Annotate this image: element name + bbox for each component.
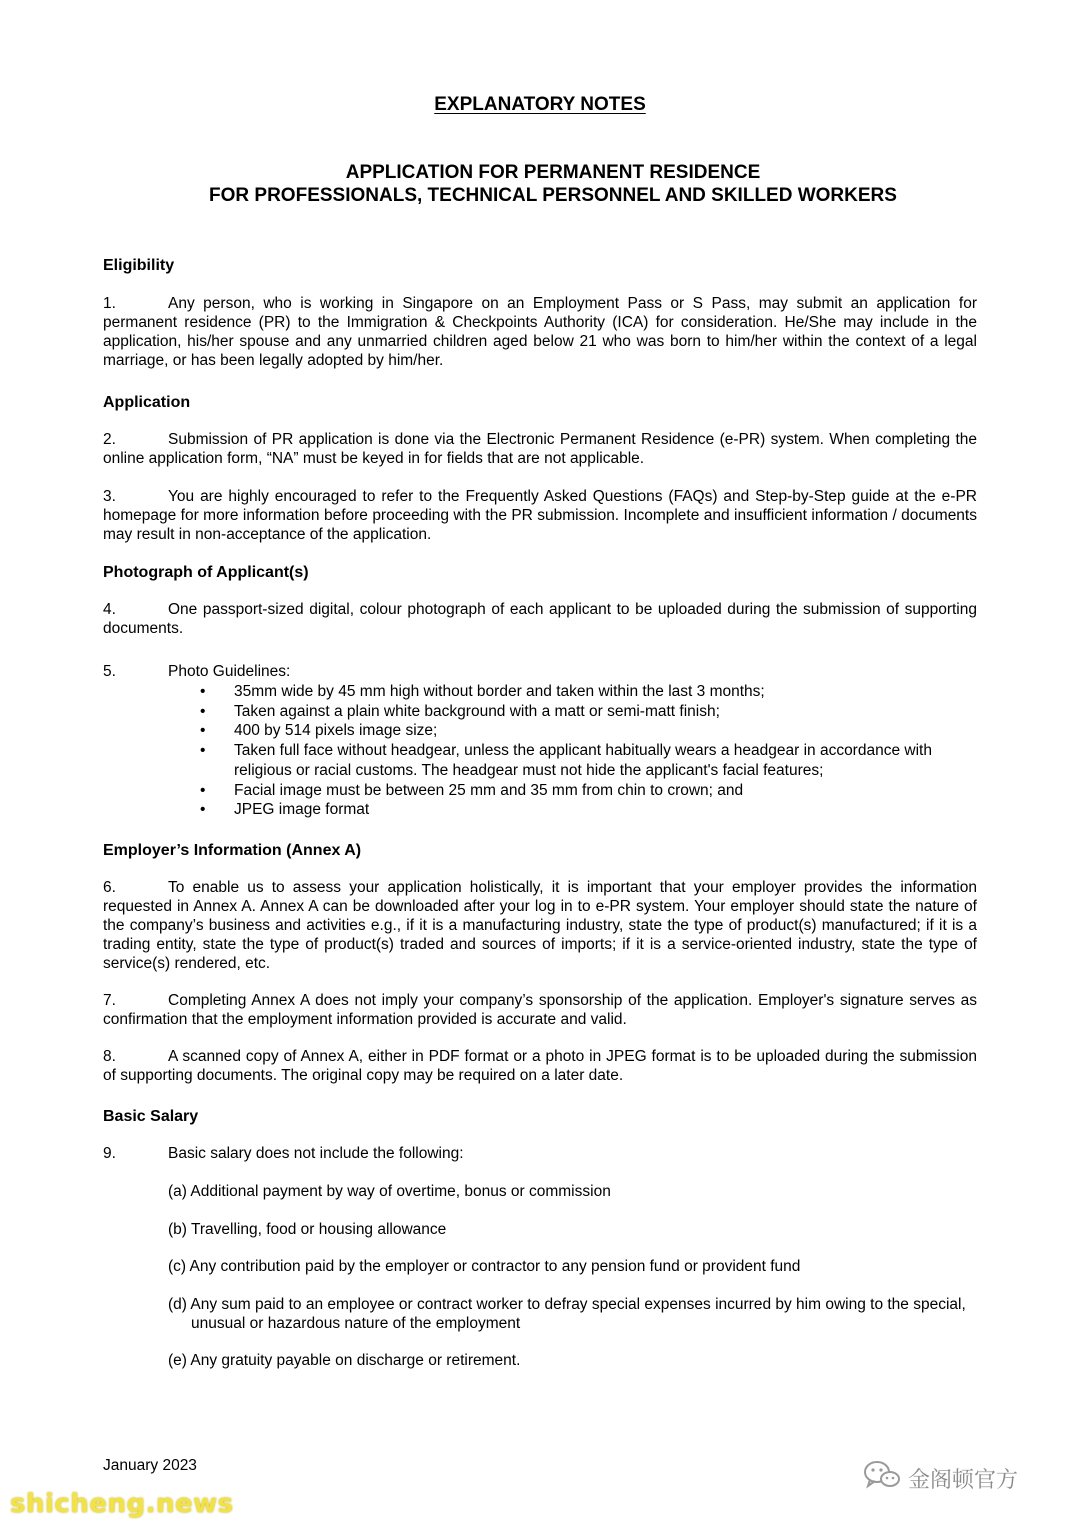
paragraph-text: Completing Annex A does not imply your company’s sponsorship of the application. Employer's signature serves as confirmation that the employment information provided is accurate and valid.: [103, 992, 977, 1028]
heading-eligibility: Eligibility: [103, 257, 175, 274]
guideline-item: • 400 by 514 pixels image size;: [200, 721, 980, 741]
paragraph-1: [103, 294, 977, 370]
paragraph-2: [103, 430, 977, 468]
guideline-item: • Facial image must be between 25 mm and 35 mm from chin to crown; and: [200, 781, 980, 801]
guideline-item: • 35mm wide by 45 mm high without border and taken within the last 3 months;: [200, 682, 980, 702]
paragraph-text: A scanned copy of Annex A, either in PDF format or a photo in JPEG format is to be uploaded during the submission of supporting documents. The original copy may be required on a later date.: [103, 1048, 977, 1084]
paragraph-number: 8.: [103, 1048, 116, 1065]
paragraph-number: 7.: [103, 992, 116, 1009]
subtitle-line-2: FOR PROFESSIONALS, TECHNICAL PERSONNEL AND SKILLED WORKERS: [209, 185, 897, 206]
paragraph-number: 4.: [103, 601, 116, 618]
paragraph-6: [103, 878, 977, 973]
heading-photograph: Photograph of Applicant(s): [103, 564, 309, 581]
salary-exclusion-item: (b) Travelling, food or housing allowance: [168, 1221, 447, 1238]
document-subtitle: [0, 161, 1080, 207]
footer-date: January 2023: [103, 1457, 197, 1474]
photo-guidelines-label: Photo Guidelines:: [168, 663, 291, 680]
salary-exclusion-item: (a) Additional payment by way of overtime, bonus or commission: [168, 1183, 611, 1200]
photo-guidelines-list: [200, 682, 980, 820]
paragraph-text: Submission of PR application is done via the Electronic Permanent Residence (e-PR) system. When completing the online application form, “NA” must be keyed in for fields that are not applicable.: [103, 431, 977, 467]
wechat-icon: [862, 1459, 902, 1497]
heading-employer-information: Employer’s Information (Annex A): [103, 842, 362, 859]
document-title: [0, 93, 1080, 117]
guideline-item: • JPEG image format: [200, 800, 980, 820]
paragraph-9-intro: Basic salary does not include the following:: [168, 1145, 464, 1162]
channel-watermark: [862, 1460, 1018, 1496]
guideline-item: • Taken against a plain white background with a matt or semi-matt finish;: [200, 702, 980, 722]
paragraph-8: [103, 1047, 977, 1085]
paragraph-number: 6.: [103, 879, 116, 896]
guideline-item: • Taken full face without headgear, unless the applicant habitually wears a headgear in accordance with religious or racial customs. The headgear must not hide the applicant's facial features;: [200, 741, 980, 780]
paragraph-7: [103, 991, 977, 1029]
salary-exclusion-item: (c) Any contribution paid by the employer or contractor to any pension fund or provident fund: [168, 1258, 801, 1275]
paragraph-5-number: 5.: [103, 663, 116, 680]
paragraph-4: [103, 600, 977, 638]
channel-name: 金阁顿官方: [908, 1467, 1019, 1493]
paragraph-number: 1.: [103, 295, 116, 312]
paragraph-number: 3.: [103, 488, 116, 505]
subtitle-line-1: APPLICATION FOR PERMANENT RESIDENCE: [345, 162, 761, 183]
heading-application: Application: [103, 394, 191, 411]
paragraph-text: Any person, who is working in Singapore on an Employment Pass or S Pass, may submit an application for permanent residence (PR) to the Immigration & Checkpoints Authority (ICA) for consideration. He/She may include in the application, his/her spouse and any unmarried children aged below 21 who was born to him/her within the context of a legal marriage, or has been legally adopted by him/her.: [103, 295, 977, 369]
document-title-text: EXPLANATORY NOTES: [434, 94, 646, 115]
salary-exclusion-item: (e) Any gratuity payable on discharge or retirement.: [168, 1352, 521, 1369]
paragraph-3: [103, 487, 977, 544]
paragraph-text: One passport-sized digital, colour photograph of each applicant to be uploaded during the submission of supporting documents.: [103, 601, 977, 637]
heading-basic-salary: Basic Salary: [103, 1108, 199, 1125]
paragraph-number: 2.: [103, 431, 116, 448]
paragraph-text: To enable us to assess your application holistically, it is important that your employer provides the information requested in Annex A. Annex A can be downloaded after your log in to e-PR system. Your employer should state the nature of the company’s business and activities e.g., if it is a manufacturing industry, state the type of product(s) manufactured; if it is a trading entity, state the type of product(s) traded and sources of imports; if it is a service-oriented industry, state the type of service(s) rendered, etc.: [103, 879, 977, 972]
paragraph-9-number: 9.: [103, 1145, 116, 1162]
paragraph-text: You are highly encouraged to refer to the Frequently Asked Questions (FAQs) and Step-by-Step guide at the e-PR homepage for more information before proceeding with the PR submission. Incomplete and insufficient information / documents may result in non-acceptance of the application.: [103, 488, 977, 543]
site-watermark: shicheng.news: [10, 1489, 234, 1519]
salary-exclusion-item: (d) Any sum paid to an employee or contract worker to defray special expenses incurred by him owing to the special, unusual or hazardous nature of the employment: [168, 1296, 966, 1332]
